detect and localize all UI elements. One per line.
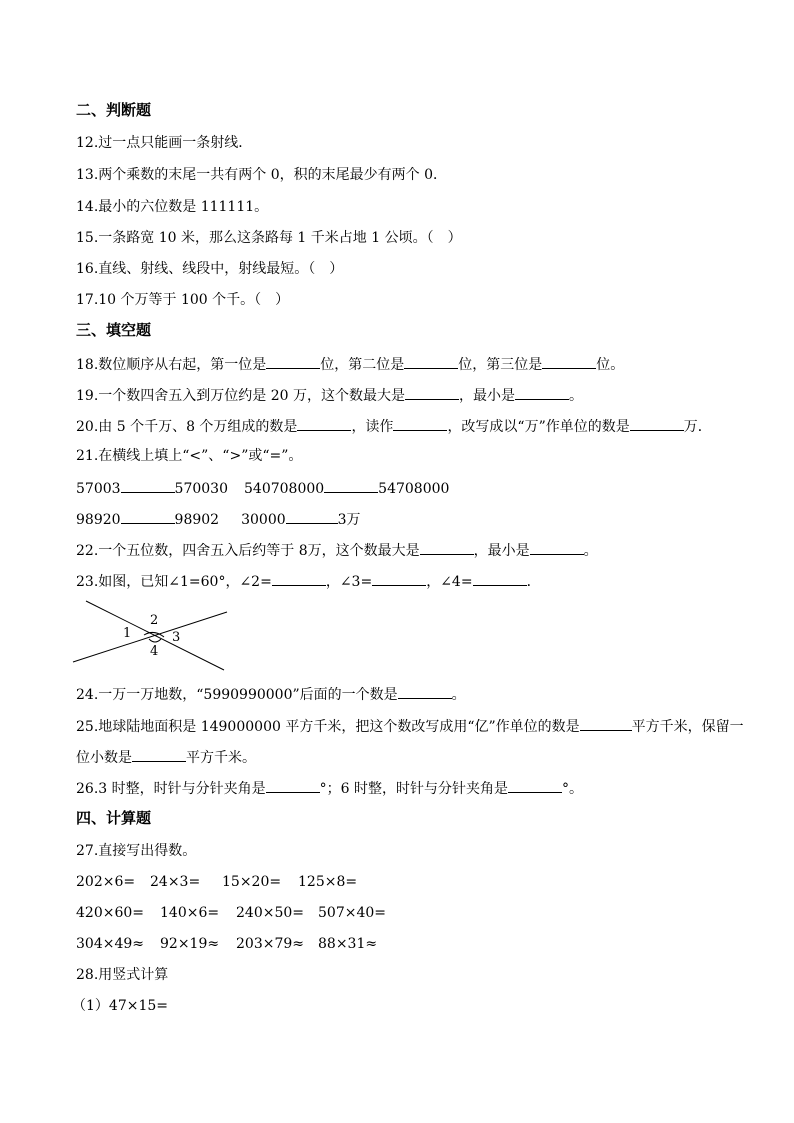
question-13: 13.两个乘数的末尾一共有两个 0，积的末尾最少有两个 0． xyxy=(76,167,447,183)
answer-blank[interactable] xyxy=(398,684,452,699)
question-16: 16.直线、射线、线段中，射线最短。（ ） xyxy=(76,261,344,277)
question-25-cont: 位小数是 平方千米。 xyxy=(76,747,256,767)
compare-blank[interactable] xyxy=(121,509,175,524)
calc-item: 420×60= xyxy=(76,905,144,921)
question-24: 24.一万一万地数，“5990990000”后面的一个数是 。 xyxy=(76,684,466,704)
calc-item: 240×50= xyxy=(236,905,304,921)
calc-item: 140×6= xyxy=(160,905,220,921)
angle-label-1: 1 xyxy=(123,626,132,641)
angle-label-4: 4 xyxy=(150,644,159,659)
compare-blank[interactable] xyxy=(324,478,378,493)
answer-blank[interactable] xyxy=(272,571,326,586)
calc-item: 92×19≈ xyxy=(160,936,220,952)
answer-blank[interactable] xyxy=(266,778,320,793)
question-20: 20.由 5 个千万、8 个万组成的数是 ，读作 ，改写成以“万”作单位的数是 万． xyxy=(76,416,712,436)
answer-blank[interactable] xyxy=(297,416,351,431)
angle-label-3: 3 xyxy=(172,630,181,645)
question-15: 15.一条路宽 10 米，那么这条路每 1 千米占地 1 公顷。（ ） xyxy=(76,230,462,246)
question-21-row-1: 57003 570030 540708000 54708000 xyxy=(76,478,449,498)
question-18: 18.数位顺序从右起，第一位是 位，第二位是 位，第三位是 位。 xyxy=(76,354,624,374)
section-heading-calculation: 四、计算题 xyxy=(76,809,152,827)
answer-blank[interactable] xyxy=(542,354,596,369)
question-14: 14.最小的六位数是 111111。 xyxy=(76,199,269,215)
answer-blank[interactable] xyxy=(473,571,527,586)
compare-blank[interactable] xyxy=(121,478,175,493)
intersecting-lines-figure xyxy=(70,596,230,676)
compare-blank[interactable] xyxy=(286,509,338,524)
question-12: 12.过一点只能画一条射线． xyxy=(76,135,253,151)
calc-item: 24×3= xyxy=(150,874,201,890)
answer-blank[interactable] xyxy=(420,540,474,555)
calc-item: 15×20= xyxy=(222,874,282,890)
question-22: 22.一个五位数，四舍五入后约等于 8万，这个数最大是 ，最小是 。 xyxy=(76,540,598,560)
answer-blank[interactable] xyxy=(404,354,458,369)
question-21-stem: 21.在横线上填上“<”、“>”或“=”。 xyxy=(76,448,303,464)
question-28-stem: 28.用竖式计算 xyxy=(76,967,169,983)
calc-item: 304×49≈ xyxy=(76,936,144,952)
question-28-part-1: （1）47×15= xyxy=(72,998,168,1014)
question-23: 23.如图，已知∠1=60°，∠2= ，∠3= ，∠4= ． xyxy=(76,571,541,591)
calc-item: 88×31≈ xyxy=(318,936,378,952)
question-19: 19.一个数四舍五入到万位约是 20 万，这个数最大是 ，最小是 。 xyxy=(76,385,583,405)
question-21-row-2: 98920 98902 30000 3万 xyxy=(76,509,361,529)
answer-blank[interactable] xyxy=(515,385,569,400)
section-heading-judgment: 二、判断题 xyxy=(76,101,152,119)
calc-row-2 xyxy=(76,904,386,922)
question-17: 17.10 个万等于 100 个千。（ ） xyxy=(76,292,290,308)
calc-row-1 xyxy=(76,873,357,891)
answer-blank[interactable] xyxy=(132,747,186,762)
calc-item: 202×6= xyxy=(76,874,136,890)
answer-blank[interactable] xyxy=(393,416,447,431)
question-27-stem: 27.直接写出得数。 xyxy=(76,843,197,859)
answer-blank[interactable] xyxy=(372,571,426,586)
calc-item: 507×40= xyxy=(318,905,386,921)
section-heading-fill-blank: 三、填空题 xyxy=(76,321,152,339)
answer-blank[interactable] xyxy=(266,354,320,369)
question-25: 25.地球陆地面积是 149000000 平方千米，把这个数改写成用“亿”作单位的数是 平方千米，保留一 xyxy=(76,716,744,736)
calc-row-3 xyxy=(76,935,377,953)
calc-item: 203×79≈ xyxy=(236,936,304,952)
angle-label-2: 2 xyxy=(150,613,159,628)
calc-item: 125×8= xyxy=(298,874,358,890)
question-26: 26.3 时整，时针与分针夹角是 °；6 时整，时针与分针夹角是 °。 xyxy=(76,778,583,798)
answer-blank[interactable] xyxy=(508,778,562,793)
answer-blank[interactable] xyxy=(630,416,684,431)
answer-blank[interactable] xyxy=(405,385,459,400)
answer-blank[interactable] xyxy=(530,540,584,555)
answer-blank[interactable] xyxy=(580,716,632,731)
angle-arc xyxy=(149,639,161,642)
